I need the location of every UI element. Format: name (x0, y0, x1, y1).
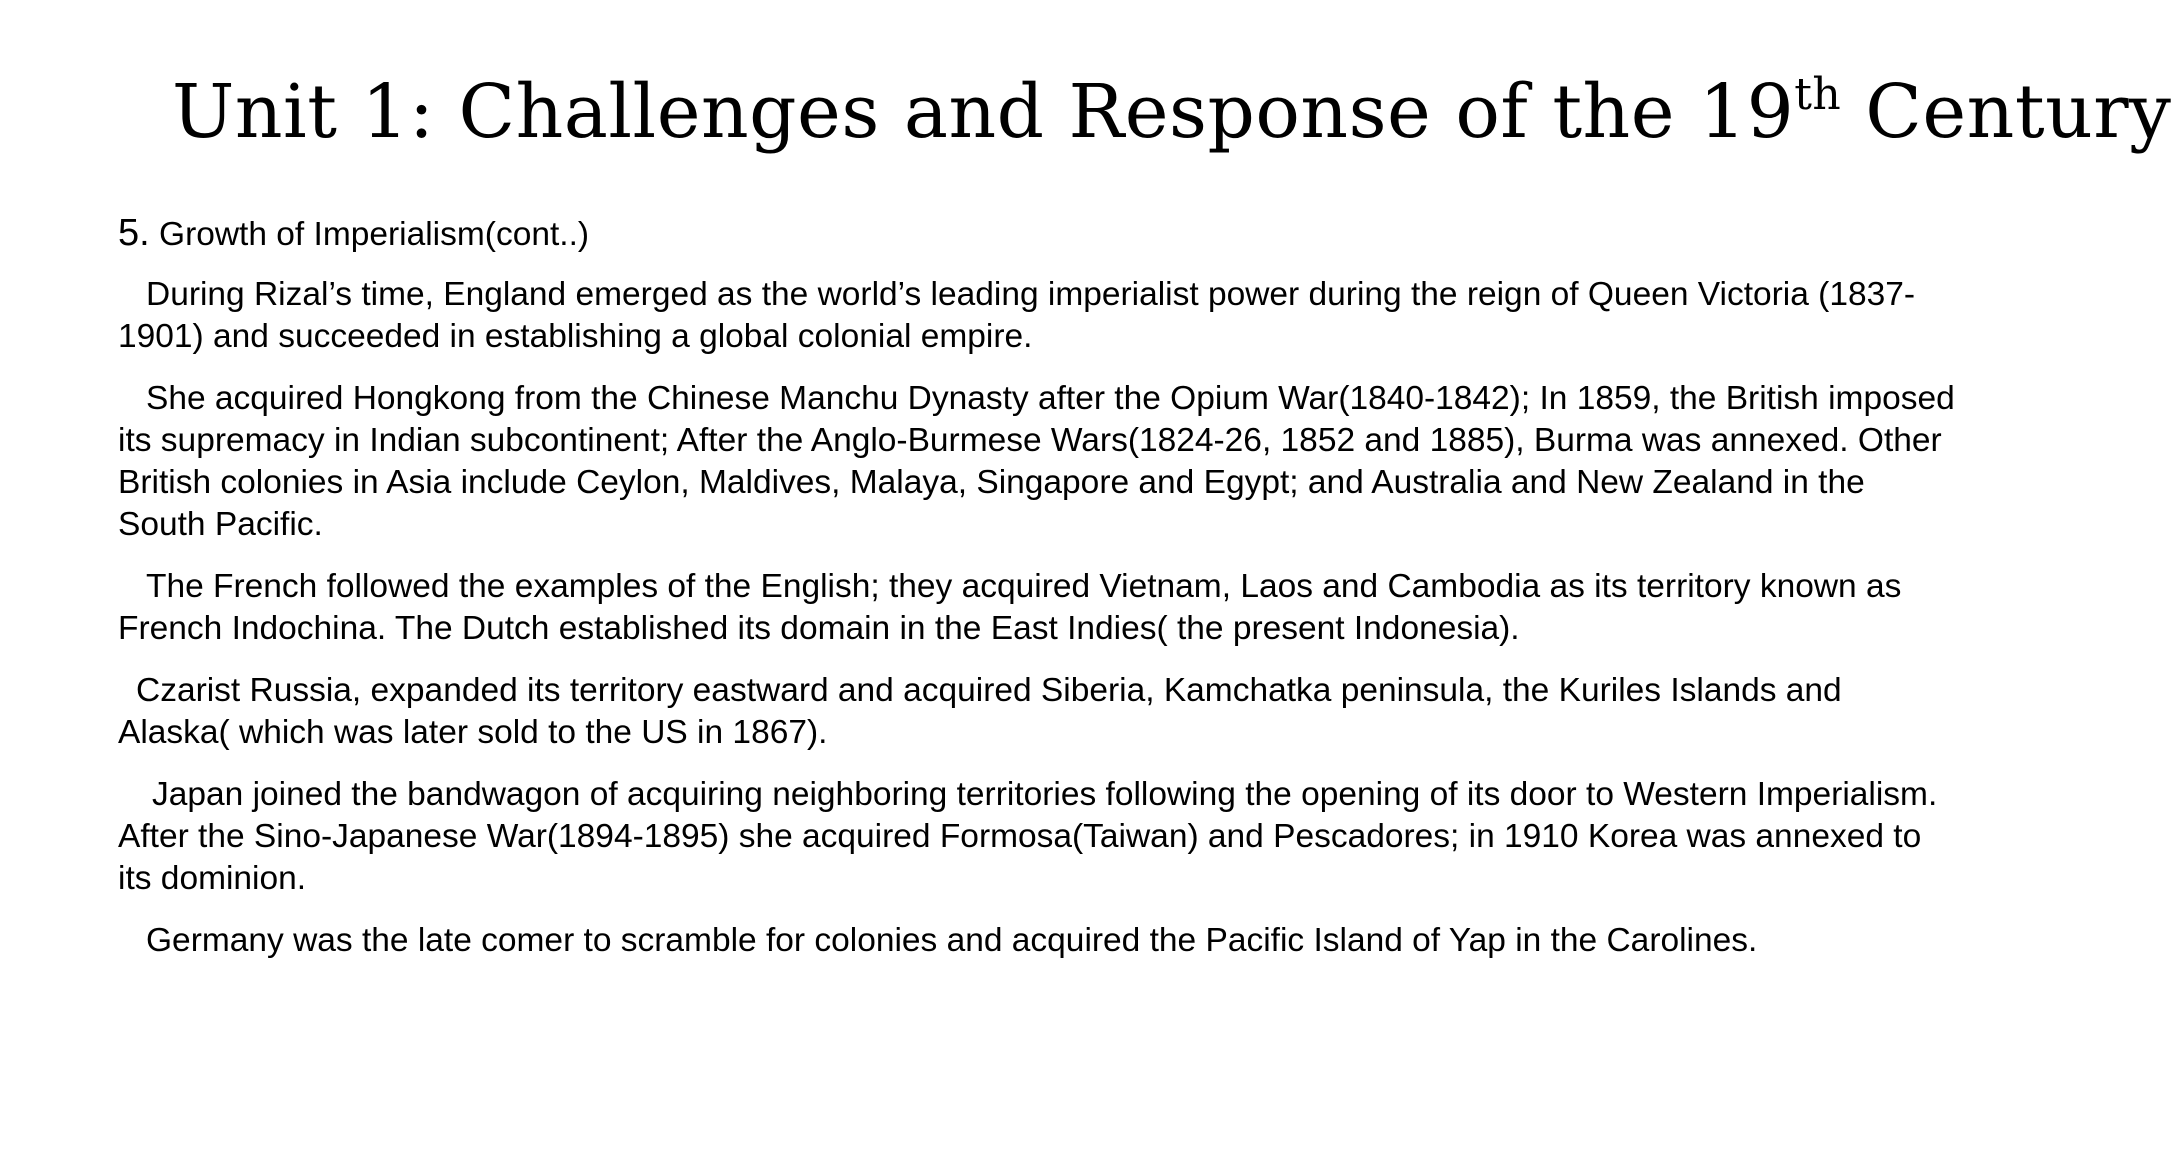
title-superscript: th (1794, 69, 1842, 120)
paragraph-russia: Czarist Russia, expanded its territory eastward and acquired Siberia, Kamchatka peninsula, the Kuriles Islands and Alaska( which was later sold to the US in 1867). (118, 672, 1842, 751)
paragraph-british-colonies: She acquired Hongkong from the Chinese Manchu Dynasty after the Opium War(1840-1842); In 1859, the British imposed its supremacy in Indian subcontinent; After the Anglo-Burmese Wars(1824-26, 1852 and 1885), Burma was annexed. Other British colonies in Asia include Ceylon, Maldives, Malaya, Singapore and Egypt; and Australia and New Zealand in the South Pacific. (118, 380, 1955, 543)
paragraph-germany: Germany was the late comer to scramble for colonies and acquired the Pacific Island of Yap in the Carolines. (146, 922, 1758, 959)
section-number: 5. (118, 212, 150, 254)
title-tail: Century (1841, 69, 2171, 155)
slide-title (172, 62, 2171, 162)
section-heading-text: Growth of Imperialism(cont..) (149, 216, 590, 253)
paragraph-french-dutch: The French followed the examples of the English; they acquired Vietnam, Laos and Cambodia as its territory known as French Indochina. The Dutch established its domain in the East Indies( the present Indonesia). (118, 568, 1902, 647)
paragraph-england: During Rizal’s time, England emerged as the world’s leading imperialist power during the reign of Queen Victoria (1837-1901) and succeeded in establishing a global colonial empire. (118, 276, 1916, 355)
paragraph-japan: Japan joined the bandwagon of acquiring neighboring territories following the opening of its door to Western Imperialism. After the Sino-Japanese War(1894-1895) she acquired Formosa(Taiwan) and Pescadores; in 1910 Korea was annexed to its dominion. (118, 776, 1938, 897)
slide-body (118, 212, 1958, 982)
section-heading (118, 212, 1958, 256)
title-main: Unit 1: Challenges and Response of the 19 (172, 69, 1795, 155)
